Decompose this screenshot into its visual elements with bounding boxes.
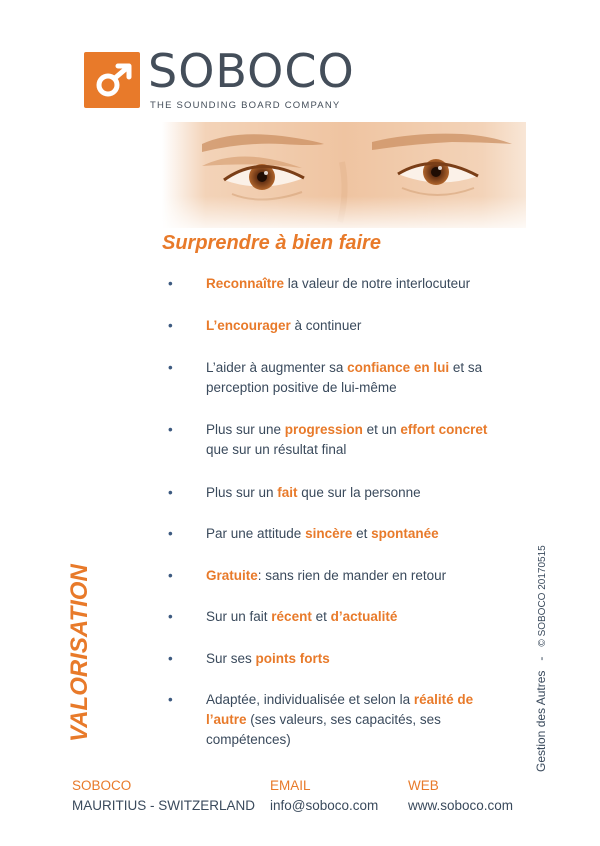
plain-text: Sur un fait [206, 609, 272, 624]
highlight-text: L’encourager [206, 318, 291, 333]
highlight-text: réalité de l’autre [206, 692, 474, 727]
highlight-text: sincère [305, 526, 353, 541]
bullet-text [206, 566, 506, 586]
plain-text: Plus sur un [206, 485, 278, 500]
plain-text: (ses valeurs, ses capacités, ses compétences) [206, 712, 441, 747]
bullet-dot-icon: • [168, 422, 173, 437]
bullet-text [206, 274, 506, 294]
plain-text: : sans rien de mander en retour [257, 568, 447, 583]
plain-text: et un [362, 422, 401, 437]
highlight-text: progression [284, 422, 363, 437]
email-link[interactable]: info@soboco.com [270, 798, 379, 813]
copyright: © SOBOCO 20170515 [537, 545, 548, 647]
side-title: VALORISATION [66, 564, 93, 742]
side-note [534, 545, 548, 772]
logo-mark [84, 52, 140, 108]
footer-company-label: SOBOCO [72, 778, 132, 793]
footer-web [408, 776, 513, 816]
bullet-dot-icon: • [168, 485, 173, 500]
separator: - [534, 656, 548, 661]
bullet-text [206, 524, 506, 544]
bullet-text [206, 420, 506, 460]
plain-text: et sa perception positive de lui-même [206, 360, 483, 395]
footer-email-label: EMAIL [270, 778, 311, 793]
bullet-dot-icon: • [168, 568, 173, 583]
bullet-text [206, 607, 506, 627]
bullet-text [206, 483, 506, 503]
plain-text: et [311, 609, 331, 624]
highlight-text: d’actualité [330, 609, 398, 624]
highlight-text: spontanée [371, 526, 439, 541]
bullet-text [206, 690, 506, 750]
bullet-text [206, 649, 506, 669]
footer-company [72, 776, 255, 816]
bullet-dot-icon: • [168, 360, 173, 375]
bullet-dot-icon: • [168, 276, 173, 291]
plain-text: Plus sur une [206, 422, 285, 437]
bullet-text [206, 358, 506, 398]
eyes-photo [162, 122, 526, 228]
highlight-text: effort concret [400, 422, 488, 437]
highlight-text: récent [271, 609, 312, 624]
series-name: Gestion des Autres [534, 670, 548, 772]
plain-text: et [352, 526, 372, 541]
bullet-dot-icon: • [168, 692, 173, 707]
plain-text: à continuer [290, 318, 362, 333]
plain-text: que sur la personne [297, 485, 421, 500]
highlight-text: confiance en lui [347, 360, 450, 375]
bullet-dot-icon: • [168, 651, 173, 666]
highlight-text: fait [277, 485, 298, 500]
section-heading: Surprendre à bien faire [162, 232, 381, 254]
plain-text: Sur ses [206, 651, 256, 666]
footer-web-label: WEB [408, 778, 439, 793]
bullet-dot-icon: • [168, 609, 173, 624]
plain-text: L’aider à augmenter sa [206, 360, 348, 375]
plain-text: la valeur de notre interlocuteur [284, 276, 471, 291]
brand-tagline: THE SOUNDING BOARD COMPANY [150, 100, 341, 111]
bullet-text [206, 316, 506, 336]
highlight-text: points forts [255, 651, 330, 666]
footer-email [270, 776, 378, 816]
web-link[interactable]: www.soboco.com [408, 798, 514, 813]
plain-text: que sur un résultat final [206, 442, 347, 457]
highlight-text: Gratuite [206, 568, 258, 583]
bullet-dot-icon: • [168, 526, 173, 541]
bullet-dot-icon: • [168, 318, 173, 333]
plain-text: Par une attitude [206, 526, 306, 541]
footer-company-value: MAURITIUS - SWITZERLAND [72, 798, 256, 813]
logo-symbol-icon [84, 52, 140, 108]
brand-name: SOBOCO [148, 44, 355, 98]
plain-text: Adaptée, individualisée et selon la [206, 692, 414, 707]
highlight-text: Reconnaître [206, 276, 285, 291]
